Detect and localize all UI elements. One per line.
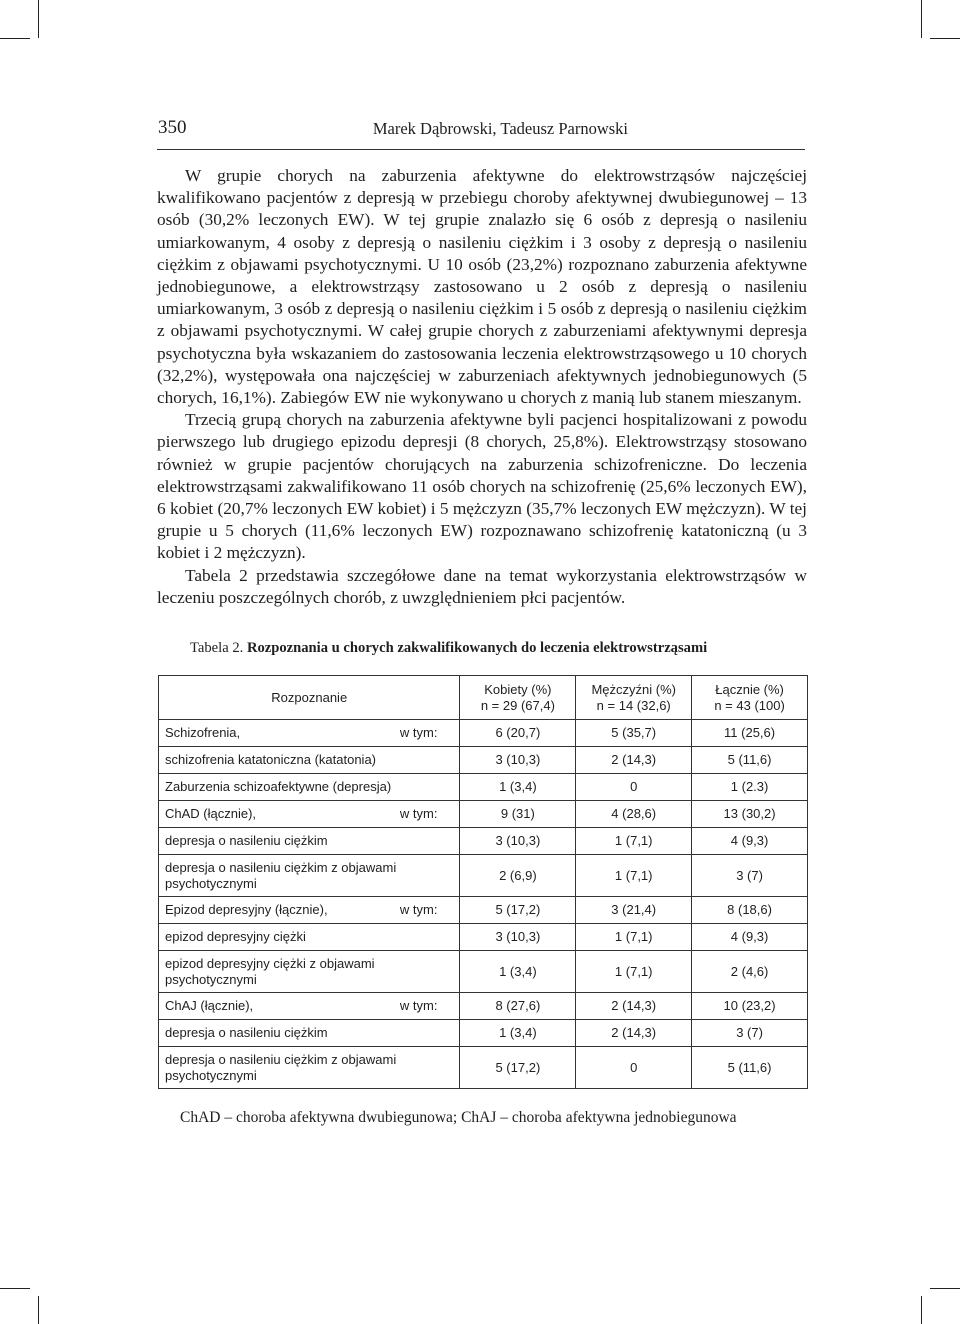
diagnosis-cell: depresja o nasileniu ciężkim z objawami psychotycznymi: [159, 855, 460, 897]
men-cell: 1 (7,1): [576, 855, 692, 897]
total-cell: 4 (9,3): [692, 828, 808, 855]
men-cell: 1 (7,1): [576, 951, 692, 993]
total-cell: 13 (30,2): [692, 801, 808, 828]
women-cell: 9 (31): [460, 801, 576, 828]
table-footnote: ChAD – choroba afektywna dwubiegunowa; ChAJ – choroba afektywna jednobiegunowa: [180, 1109, 737, 1126]
diagnosis-cell: Schizofrenia, w tym:: [159, 720, 460, 747]
table-row: [159, 801, 808, 828]
page-number: 350: [158, 117, 187, 138]
total-cell: 4 (9,3): [692, 924, 808, 951]
crop-mark: [921, 1296, 922, 1324]
total-cell: 8 (18,6): [692, 897, 808, 924]
diagnosis-cell: depresja o nasileniu ciężkim: [159, 828, 460, 855]
women-cell: 1 (3,4): [460, 1020, 576, 1047]
men-cell: 0: [576, 774, 692, 801]
running-head-authors: Marek Dąbrowski, Tadeusz Parnowski: [372, 119, 628, 138]
crop-mark: [921, 0, 922, 38]
diagnosis-cell: epizod depresyjny ciężki: [159, 924, 460, 951]
women-cell: 1 (3,4): [460, 774, 576, 801]
column-header-total: Łącznie (%) n = 43 (100): [692, 676, 808, 720]
women-cell: 1 (3,4): [460, 951, 576, 993]
crop-mark: [930, 1288, 960, 1289]
body-text: [157, 165, 807, 609]
women-cell: 8 (27,6): [460, 993, 576, 1020]
table-row: [159, 774, 808, 801]
column-header-diagnosis: Rozpoznanie: [159, 676, 460, 720]
header-rule: [157, 149, 805, 150]
diagnosis-table: [158, 675, 808, 1089]
table-row: [159, 951, 808, 993]
men-cell: 1 (7,1): [576, 828, 692, 855]
diagnosis-cell: depresja o nasileniu ciężkim z objawami psychotycznymi: [159, 1047, 460, 1089]
women-cell: 5 (17,2): [460, 1047, 576, 1089]
crop-mark: [38, 0, 39, 38]
paragraph: Tabela 2 przedstawia szczegółowe dane na temat wykorzystania elektrowstrząsów w leczeniu poszczególnych chorób, z uwzględnieniem płci pacjentów.: [157, 565, 807, 607]
men-cell: 2 (14,3): [576, 993, 692, 1020]
men-cell: 5 (35,7): [576, 720, 692, 747]
diagnosis-cell: ChAD (łącznie), w tym:: [159, 801, 460, 828]
table-row: [159, 993, 808, 1020]
men-cell: 1 (7,1): [576, 924, 692, 951]
table-row: [159, 828, 808, 855]
men-cell: 2 (14,3): [576, 1020, 692, 1047]
men-cell: 3 (21,4): [576, 897, 692, 924]
total-cell: 5 (11,6): [692, 1047, 808, 1089]
table-header-row: [159, 676, 808, 720]
women-cell: 3 (10,3): [460, 828, 576, 855]
women-cell: 6 (20,7): [460, 720, 576, 747]
diagnosis-cell: Epizod depresyjny (łącznie), w tym:: [159, 897, 460, 924]
total-cell: 2 (4,6): [692, 951, 808, 993]
diagnosis-cell: epizod depresyjny ciężki z objawami psychotycznymi: [159, 951, 460, 993]
crop-mark: [930, 38, 960, 39]
table-row: [159, 1047, 808, 1089]
total-cell: 5 (11,6): [692, 747, 808, 774]
column-header-women: Kobiety (%) n = 29 (67,4): [460, 676, 576, 720]
paragraph: Trzecią grupą chorych na zaburzenia afektywne byli pacjenci hospitalizowani z powodu pierwszego lub drugiego epizodu depresji (8 chorych, 25,8%). Elektrowstrząsy stosowano również w grupie pacjentów chorujących na zaburzenia schizofreniczne. Do leczenia elektrowstrząsami zakwalifikowano 11 osób chorych na schizofrenię (25,6% leczonych EW), 6 kobiet (20,7% leczonych EW kobiet) i 5 mężczyzn (35,7% leczonych EW mężczyzn). W tej grupie u 5 chorych (11,6% leczonych EW) rozpoznawano schizofrenię katatoniczną (u 3 kobiet i 2 mężczyzn).: [157, 410, 807, 563]
women-cell: 3 (10,3): [460, 924, 576, 951]
diagnosis-cell: schizofrenia katatoniczna (katatonia): [159, 747, 460, 774]
total-cell: 10 (23,2): [692, 993, 808, 1020]
table-row: [159, 720, 808, 747]
crop-mark: [0, 38, 30, 39]
total-cell: 3 (7): [692, 855, 808, 897]
men-cell: 2 (14,3): [576, 747, 692, 774]
table-row: [159, 1020, 808, 1047]
crop-mark: [0, 1288, 30, 1289]
diagnosis-cell: Zaburzenia schizoafektywne (depresja): [159, 774, 460, 801]
paragraph: W grupie chorych na zaburzenia afektywne do elektrowstrząsów najczęściej kwalifikowano pacjentów z depresją w przebiegu choroby afektywnej dwubiegunowej – 13 osób (30,2% leczonych EW). W tej grupie znalazło się 6 osób z depresją o nasileniu umiarkowanym, 4 osoby z depresją o nasileniu ciężkim i 3 osoby z depresją o nasileniu ciężkim z objawami psychotycznymi. U 10 osób (23,2%) rozpoznano zaburzenia afektywne jednobiegunowe, a elektrowstrząsy zastosowano u 2 osób z depresją o nasileniu umiarkowanym, 3 osób z depresją o nasileniu ciężkim i 5 osób z depresją o nasileniu ciężkim z objawami psychotycznymi. W całej grupie chorych z zaburzeniami afektywnymi depresja psychotyczna była wskazaniem do zastosowania leczenia elektrowstrząsowego u 10 chorych (32,2%), występowała ona najczęściej w zaburzeniach afektywnych jednobiegunowych (5 chorych, 16,1%). Zabiegów EW nie wykonywano u chorych z manią lub stanem mieszanym.: [157, 166, 807, 408]
table-row: [159, 855, 808, 897]
men-cell: 4 (28,6): [576, 801, 692, 828]
table-row: [159, 747, 808, 774]
column-header-men: Mężczyźni (%) n = 14 (32,6): [576, 676, 692, 720]
men-cell: 0: [576, 1047, 692, 1089]
diagnosis-cell: ChAJ (łącznie), w tym:: [159, 993, 460, 1020]
diagnosis-cell: depresja o nasileniu ciężkim: [159, 1020, 460, 1047]
crop-mark: [38, 1296, 39, 1324]
total-cell: 3 (7): [692, 1020, 808, 1047]
total-cell: 1 (2.3): [692, 774, 808, 801]
table-caption-lead: Tabela 2.: [190, 640, 244, 656]
table-row: [159, 897, 808, 924]
table-caption: [190, 640, 790, 657]
women-cell: 5 (17,2): [460, 897, 576, 924]
total-cell: 11 (25,6): [692, 720, 808, 747]
table-row: [159, 924, 808, 951]
women-cell: 2 (6,9): [460, 855, 576, 897]
women-cell: 3 (10,3): [460, 747, 576, 774]
table-caption-title: Rozpoznania u chorych zakwalifikowanych do leczenia elektrowstrząsami: [246, 640, 708, 656]
